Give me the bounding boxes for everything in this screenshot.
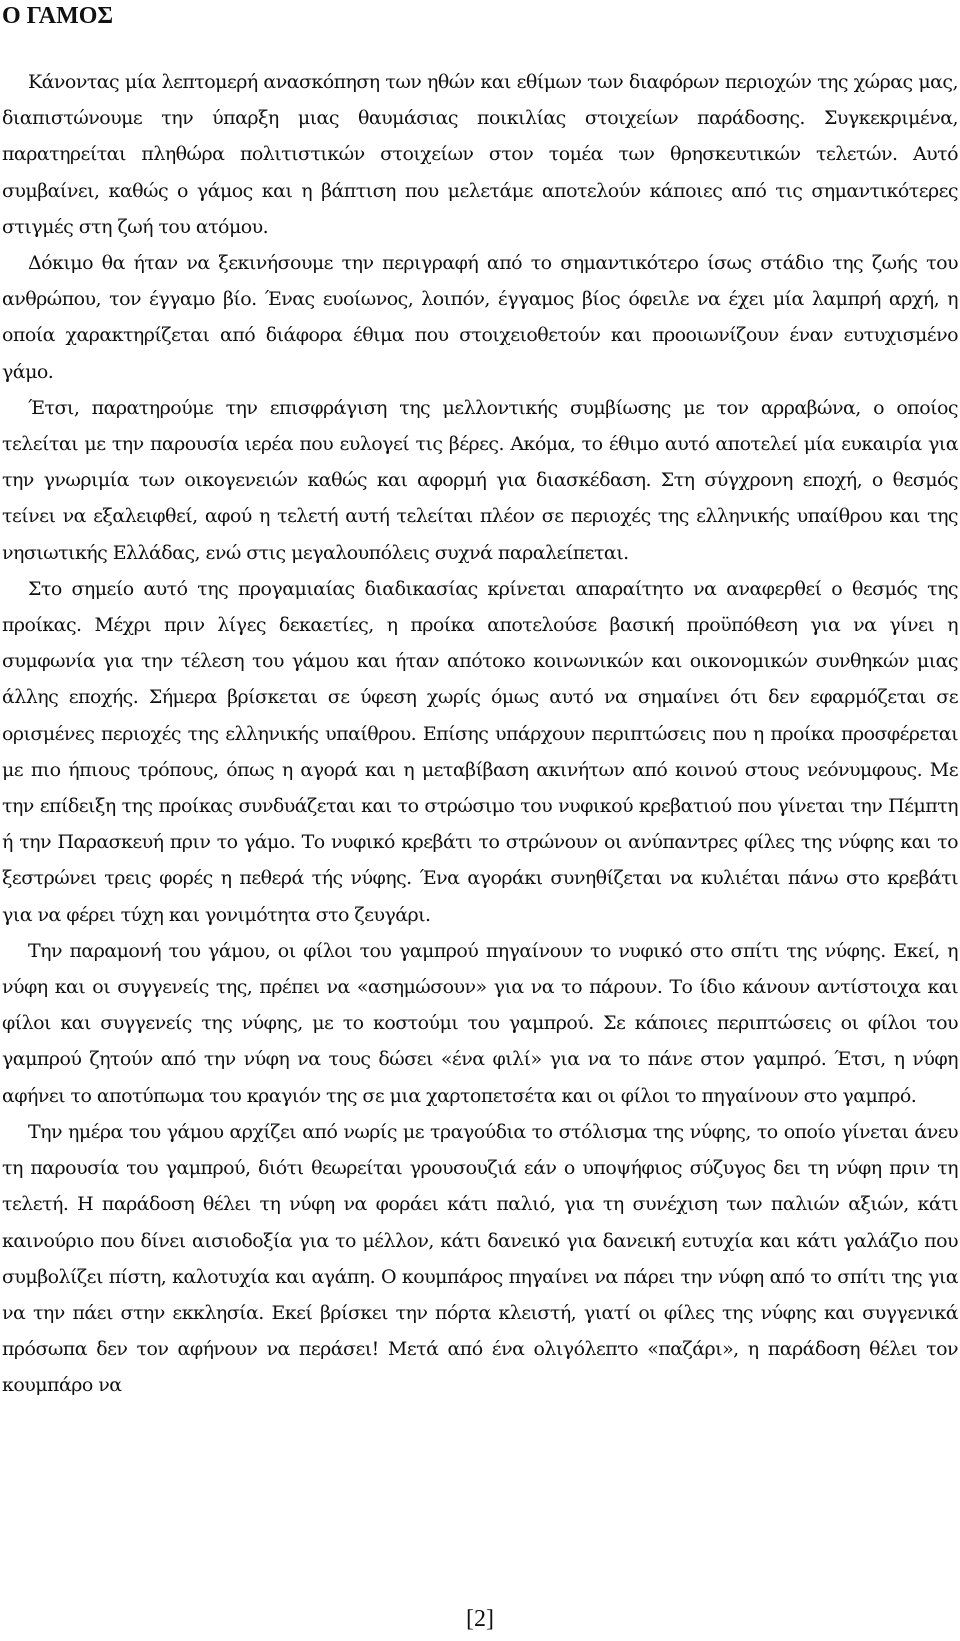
paragraph-4: Στο σημείο αυτό της προγαμιαίας διαδικασίας κρίνεται απαραίτητο να αναφερθεί ο θεσμός της προίκας. Μέχρι πριν λίγες δεκαετίες, η προίκα αποτελούσε βασική προϋπόθεση για να γίνει η συμφωνία για την τέλεση του γάμου και ήταν απότοκο κοινωνικών και οικονομικών συνθηκών μιας άλλης εποχής. Σήμερα βρίσκεται σε ύφεση χωρίς όμως αυτό να σημαίνει ότι δεν εφαρμόζεται σε ορισμένες περιοχές της ελληνικής υπαίθρου. Επίσης υπάρχουν περιπτώσεις που η προίκα προσφέρεται με πιο ήπιους τρόπους, όπως η αγορά και η μεταβίβαση ακινήτων από κοινού στους νεόνυμφους. Με την επίδειξη της προίκας συνδυάζεται και το στρώσιμο του νυφικού κρεβατιού που γίνεται την Πέμπτη ή την Παρασκευή πριν το γάμο. Το νυφικό κρεβάτι το στρώνουν οι ανύπαντρες φίλες της νύφης και το ξεστρώνει τρεις φορές η πεθερά τής νύφης. Ένα αγοράκι συνηθίζεται να κυλιέται πάνω στο κρεβάτι για να φέρει τύχη και γονιμότητα στο ζευγάρι. [2, 577, 958, 926]
document-title: Ο ΓΑΜΟΣ [2, 3, 114, 29]
document-body [2, 64, 958, 1404]
paragraph-3: Έτσι, παρατηρούμε την επισφράγιση της μελλοντικής συμβίωσης με τον αρραβώνα, ο οποίος τελείται με την παρουσία ιερέα που ευλογεί τις βέρες. Ακόμα, το έθιμο αυτό αποτελεί μία ευκαιρία για την γνωριμία των οικογενειών καθώς και αφορμή για διασκέδαση. Στη σύγχρονη εποχή, ο θεσμός τείνει να εξαλειφθεί, αφού η τελετή αυτή τελείται πλέον σε περιοχές της ελληνικής υπαίθρου και της νησιωτικής Ελλάδας, ενώ στις μεγαλουπόλεις συχνά παραλείπεται. [2, 396, 958, 564]
paragraph-6: Την ημέρα του γάμου αρχίζει από νωρίς με τραγούδια το στόλισμα της νύφης, το οποίο γίνεται άνευ τη παρουσία του γαμπρού, διότι θεωρείται γρουσουζιά εάν ο υποψήφιος σύζυγος δει τη νύφη πριν τη τελετή. Η παράδοση θέλει τη νύφη να φοράει κάτι παλιό, για τη συνέχιση των παλιών αξιών, κάτι καινούριο που δίνει αισιοδοξία για το μέλλον, κάτι δανεικό για δανεική ευτυχία και κάτι γαλάζιο που συμβολίζει πίστη, καλοτυχία και αγάπη. Ο κουμπάρος πηγαίνει να πάρει την νύφη από το σπίτι της για να την πάει στην εκκλησία. Εκεί βρίσκει την πόρτα κλειστή, γιατί οι φίλες της νύφης και συγγενικά πρόσωπα δεν τον αφήνουν να περάσει! Μετά από ένα ολιγόλεπτο «παζάρι», η παράδοση θέλει τον κουμπάρο να [2, 1120, 958, 1397]
paragraph-1: Κάνοντας μία λεπτομερή ανασκόπηση των ηθών και εθίμων των διαφόρων περιοχών της χώρας μας, διαπιστώνουμε την ύπαρξη μιας θαυμάσιας ποικιλίας στοιχείων παράδοσης. Συγκεκριμένα, παρατηρείται πληθώρα πολιτιστικών στοιχείων στον τομέα των θρησκευτικών τελετών. Αυτό συμβαίνει, καθώς ο γάμος και η βάπτιση που μελετάμε αποτελούν κάποιες από τις σημαντικότερες στιγμές στη ζωή του ατόμου. [2, 71, 958, 238]
paragraph-2: Δόκιμο θα ήταν να ξεκινήσουμε την περιγραφή από το σημαντικότερο ίσως στάδιο της ζωής του ανθρώπου, τον έγγαμο βίο. Ένας ευοίωνος, λοιπόν, έγγαμος βίος όφειλε να έχει μία λαμπρή αρχή, η οποία χαρακτηρίζεται από διάφορα έθιμα που στοιχειοθετούν και προοιωνίζουν έναν ευτυχισμένο γάμο. [2, 252, 958, 383]
page-number: [2] [466, 1606, 494, 1632]
paragraph-5: Την παραμονή του γάμου, οι φίλοι του γαμπρού πηγαίνουν το νυφικό στο σπίτι της νύφης. Εκεί, η νύφη και οι συγγενείς της, πρέπει να «ασημώσουν» για να το πάρουν. Το ίδιο κάνουν αντίστοιχα και φίλοι και συγγενείς της νύφης, με το κοστούμι του γαμπρού. Σε κάποιες περιπτώσεις οι φίλοι του γαμπρού ζητούν από την νύφη να τους δώσει «ένα φιλί» για να το πάνε στον γαμπρό. Έτσι, η νύφη αφήνει το αποτύπωμα του κραγιόν της σε μια χαρτοπετσέτα και οι φίλοι το πηγαίνουν στο γαμπρό. [2, 939, 958, 1107]
